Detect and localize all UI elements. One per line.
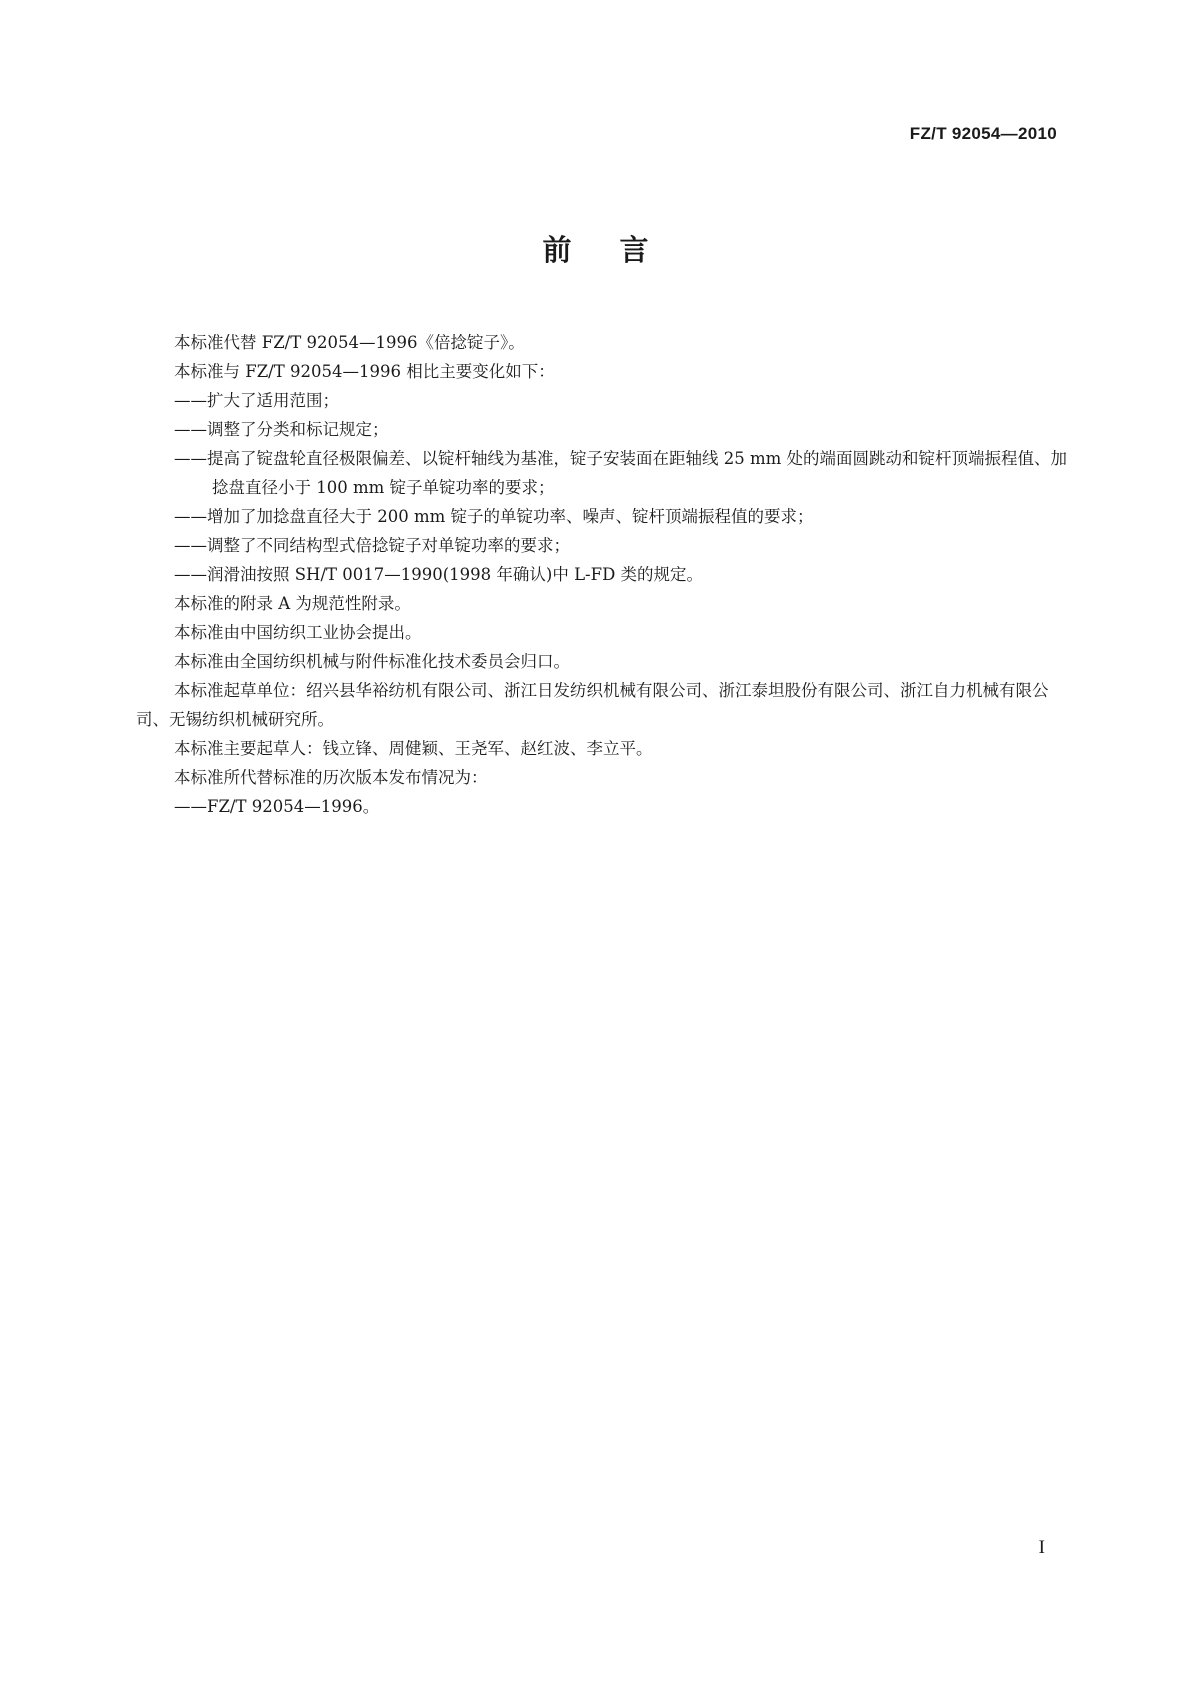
paragraph-history-intro: 本标准所代替标准的历次版本发布情况为： [174,768,488,787]
change-item: ——调整了分类和标记规定； [174,420,389,439]
paragraph-proposed-by: 本标准由中国纺织工业协会提出。 [174,623,422,642]
foreword-body [136,328,1070,821]
paragraph-drafters: 本标准主要起草人：钱立锋、周健颖、王尧军、赵红波、李立平。 [174,739,653,758]
standard-code: FZ/T 92054—2010 [909,124,1057,143]
paragraph-replaces: 本标准代替 FZ/T 92054—1996《倍捻锭子》。 [174,333,525,352]
change-item: ——增加了加捻盘直径大于 200 mm 锭子的单锭功率、噪声、锭杆顶端振程值的要求； [174,507,814,526]
paragraph-drafting-units: 本标准起草单位：绍兴县华裕纺机有限公司、浙江日发纺织机械有限公司、浙江泰坦股份有限公司、浙江自力机械有限公司、无锡纺织机械研究所。 [136,681,1049,729]
change-item: ——调整了不同结构型式倍捻锭子对单锭功率的要求； [174,536,570,555]
paragraph-appendix: 本标准的附录 A 为规范性附录。 [174,594,411,613]
change-item: ——提高了锭盘轮直径极限偏差、以锭杆轴线为基准，锭子安装面在距轴线 25 mm 处的端面圆跳动和锭杆顶端振程值、加捻盘直径小于 100 mm 锭子单锭功率的要求； [174,449,1068,497]
page-title: 前言 [542,233,697,267]
page-number: I [1038,1537,1045,1558]
paragraph-changes-intro: 本标准与 FZ/T 92054—1996 相比主要变化如下： [174,362,555,381]
change-item: ——扩大了适用范围； [174,391,339,410]
change-item: ——润滑油按照 SH/T 0017—1990(1998 年确认)中 L-FD 类的规定。 [174,565,704,584]
history-item: ——FZ/T 92054—1996。 [174,797,380,816]
paragraph-under-jurisdiction: 本标准由全国纺织机械与附件标准化技术委员会归口。 [174,652,570,671]
